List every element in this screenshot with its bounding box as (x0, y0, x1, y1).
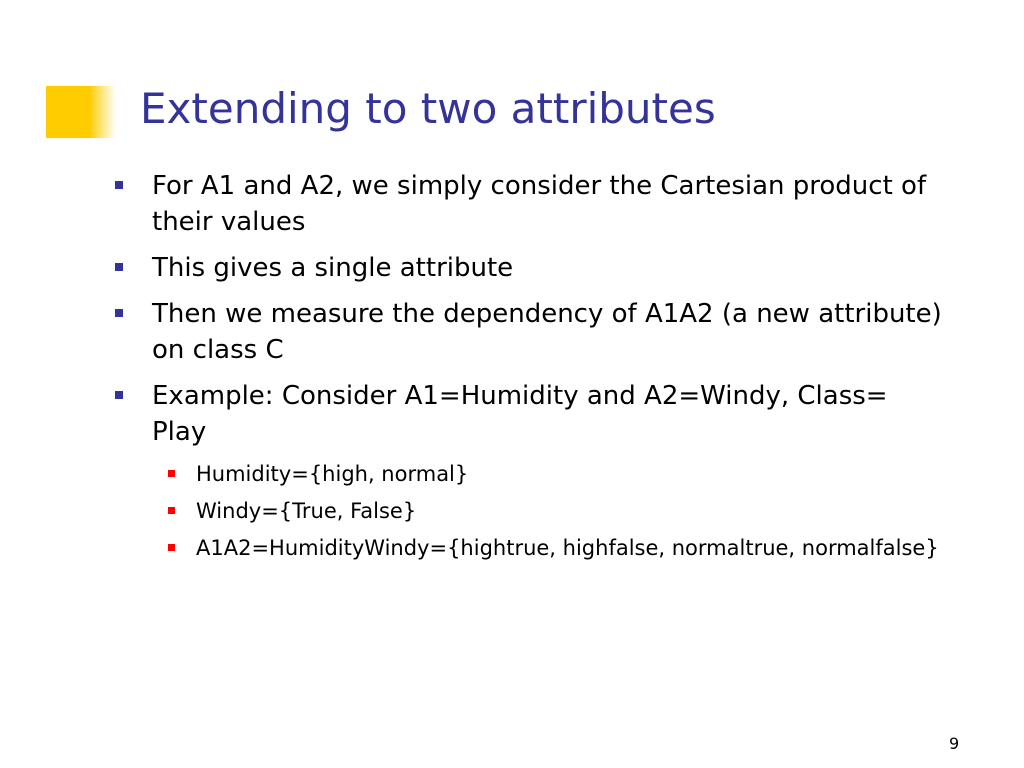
bullet-item (152, 296, 944, 368)
bullet-text: Example: Consider A1=Humidity and A2=Windy, Class= Play (152, 381, 888, 447)
slide-title: Extending to two attributes (140, 84, 716, 133)
square-sub-bullet-icon (168, 507, 175, 514)
sub-bullet-text: A1A2=HumidityWindy={hightrue, highfalse, normaltrue, normalfalse} (196, 536, 939, 560)
bullet-text: For A1 and A2, we simply consider the Cartesian product of their values (152, 171, 927, 237)
slide-content (0, 168, 1024, 571)
square-bullet-icon (115, 391, 123, 399)
square-bullet-icon (115, 263, 123, 271)
sub-bullet-text: Humidity={high, normal} (196, 462, 469, 486)
page-number: 9 (949, 734, 960, 753)
sub-bullet-item (196, 497, 944, 525)
sub-bullet-item (196, 460, 944, 488)
square-sub-bullet-icon (168, 544, 175, 551)
bullet-item (152, 378, 944, 450)
bullet-item (152, 168, 944, 240)
square-bullet-icon (115, 181, 123, 189)
bullet-text: Then we measure the dependency of A1A2 (a new attribute) on class C (152, 299, 942, 365)
square-bullet-icon (115, 309, 123, 317)
sub-bullet-text: Windy={True, False} (196, 499, 417, 523)
title-accent-bar (46, 86, 116, 138)
square-sub-bullet-icon (168, 470, 175, 477)
bullet-item (152, 250, 944, 286)
sub-bullet-list (0, 460, 1024, 562)
bullet-text: This gives a single attribute (152, 253, 514, 283)
sub-bullet-item (196, 534, 944, 562)
